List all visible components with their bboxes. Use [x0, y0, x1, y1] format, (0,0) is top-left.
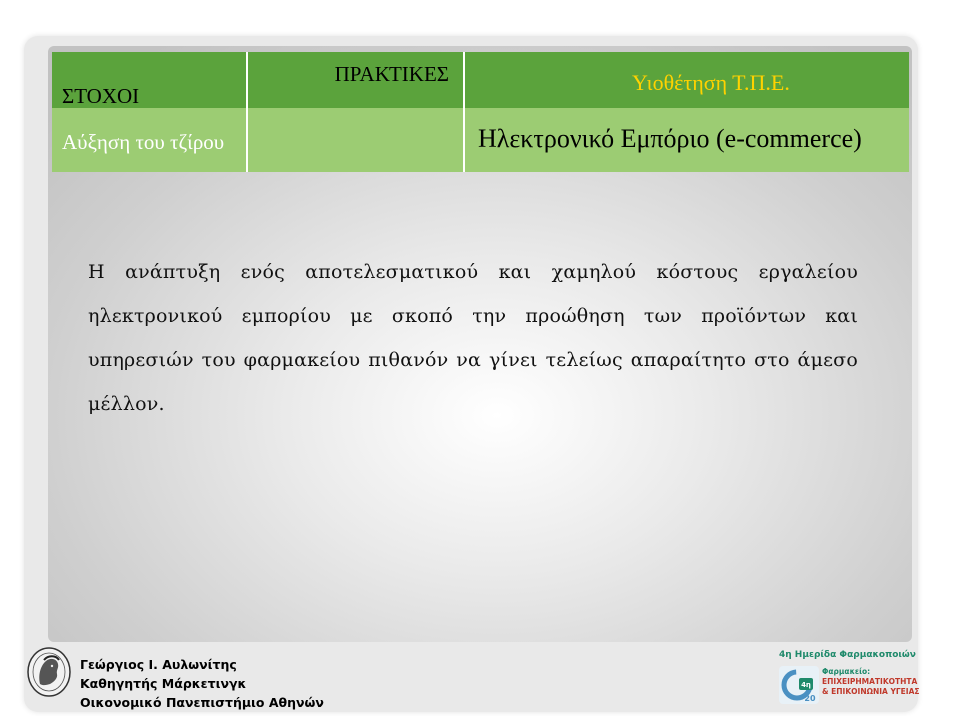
- footer-author: [80, 655, 324, 712]
- practice-value-cell: [248, 108, 465, 172]
- practices-header-cell: [248, 52, 465, 108]
- table-header-row: [52, 52, 909, 108]
- author-name: Γεώργιος Ι. Αυλωνίτης: [80, 657, 237, 672]
- adoption-header-label: Υιοθέτηση Τ.Π.Ε.: [632, 70, 790, 95]
- event-subtitle: [822, 667, 920, 697]
- goal-value-cell: [52, 108, 248, 172]
- author-university: Οικονομικό Πανεπιστήμιο Αθηνών: [80, 695, 324, 710]
- goal-value-label: Αύξηση του τζίρου: [62, 130, 225, 154]
- goals-header-cell: [52, 52, 248, 108]
- adoption-value-label: Ηλεκτρονικό Εμπόριο (e-commerce): [478, 124, 862, 153]
- author-title: Καθηγητής Μάρκετινγκ: [80, 676, 247, 691]
- event-subtitle-line1: Φαρμακείο:: [822, 667, 871, 676]
- event-badge-icon: [779, 666, 819, 704]
- table-value-row: [52, 108, 909, 172]
- event-badge-label: 4η: [801, 681, 811, 689]
- event-subtitle-line3: & ΕΠΙΚΟΙΝΩΝΙΑ ΥΓΕΙΑΣ: [822, 687, 920, 696]
- event-badge-year: 20: [804, 694, 816, 703]
- adoption-value-cell: [465, 108, 909, 172]
- practices-header-label: ΠΡΑΚΤΙΚΕΣ: [334, 62, 449, 86]
- event-title: 4η Ημερίδα Φαρμακοποιών: [779, 650, 916, 660]
- adoption-header-cell: [465, 52, 909, 108]
- event-subtitle-line2: ΕΠΙΧΕΙΡΗΜΑΤΙΚΟΤΗΤΑ: [822, 677, 918, 686]
- university-seal-icon: [26, 646, 72, 698]
- body-paragraph: Η ανάπτυξη ενός αποτελεσματικού και χαμηλού κόστους εργαλείου ηλεκτρονικού εμπορίου με σκοπό την προώθηση των προϊόντων και υπηρεσιών του φαρμακείου πιθανόν να γίνει τελείως απαραίτητο στο άμεσο μέλλον.: [88, 261, 858, 415]
- goals-header-label: ΣΤΟΧΟΙ: [62, 84, 140, 108]
